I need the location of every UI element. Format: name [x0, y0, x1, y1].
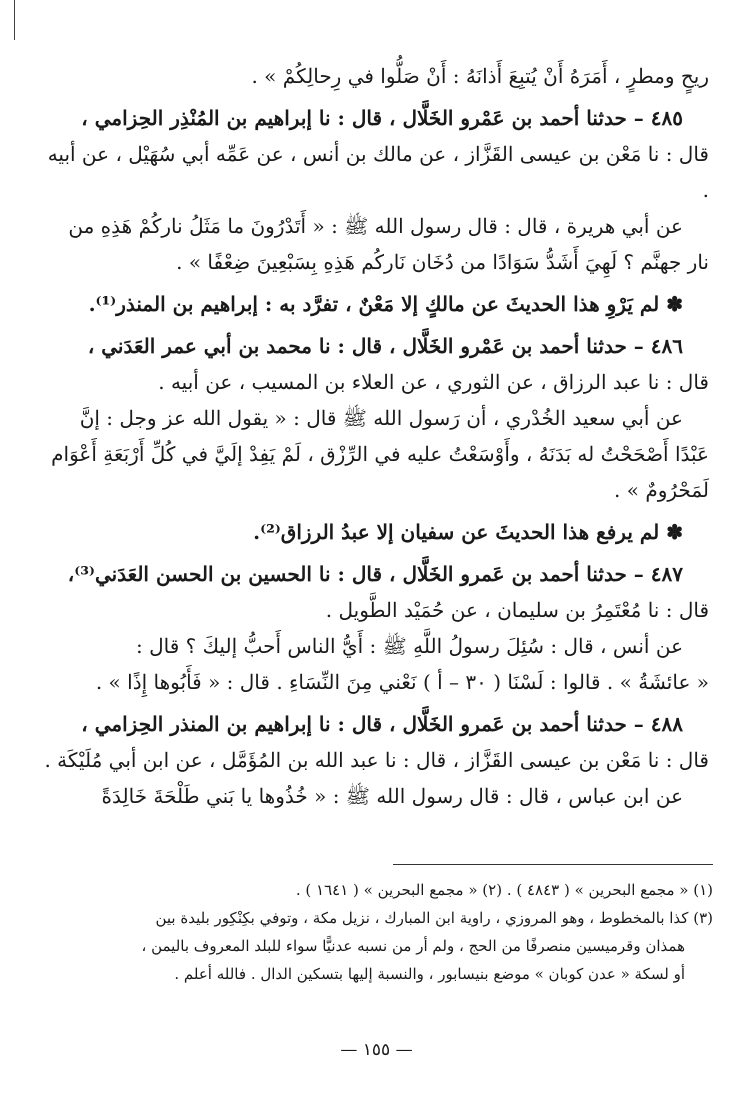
remark-line: ✽ لم يرفع هذا الحديثَ عن سفيان إلا عبدُ الرزاق⁽²⁾.: [253, 520, 683, 544]
text-line: عَبْدًا أَصْحَحْتُ له بَدَنَهُ ، وأَوْسَعْتُ عليه في الرِّزْق ، لَمْ يَفِدْ إلَيَّ في كُلِّ أَرْبَعَةِ أَعْوَام: [51, 442, 709, 466]
text-line: لَمَحْرُومٌ » .: [614, 478, 709, 502]
footnote-line: (٣) كذا بالمخطوط ، وهو المروزي ، راوية ابن المبارك ، نزيل مكة ، وتوفي بكِنْكِور بليدة بين: [155, 909, 713, 927]
footnote-line: أو لسكة « عدن كوبان » موضع بنيسابور ، والنسبة إليها بتسكين الدال . فالله أعلم .: [174, 965, 685, 983]
footnote-line: (١) « مجمع البحرين » ( ٤٨٤٣ ) . (٢) « مجمع البحرين » ( ١٦٤١ ) .: [295, 881, 713, 899]
hadith-488-heading: ٤٨٨ – حدثنا أحمد بن عَمرو الخَلَّال ، قال : نا إبراهيم بن المنذر الحِزامي ،: [81, 712, 683, 736]
margin-line: [14, 0, 15, 40]
text-line: قال : نا مَعْن بن عيسى القَزَّاز ، قال : نا عبد الله بن المُؤَمَّل ، عن ابن أبي مُلَيْكَة .: [44, 748, 709, 772]
remark-line: ✽ لم يَرْوِ هذا الحديثَ عن مالكٍ إلا مَعْنٌ ، تفرَّد به : إبراهيم بن المنذر⁽¹⁾.: [88, 292, 683, 316]
hadith-485-heading: ٤٨٥ – حدثنا أحمد بن عَمْرو الخَلَّال ، قال : نا إبراهيم بن المُنْذِر الحِزامي ،: [81, 106, 683, 130]
text-line: عن أبي هريرة ، قال : قال رسول الله ﷺ : « أَتَدْرُونَ ما مَثَلُ ناركُمْ هَذِهِ من: [68, 214, 683, 238]
text-line: عن أبي سعيد الخُدْري ، أن رَسول الله ﷺ قال : « يقول الله عز وجل : إنَّ: [79, 406, 683, 430]
footnotes: [50, 876, 713, 988]
hadith-487-heading: ٤٨٧ – حدثنا أحمد بن عَمرو الخَلَّال ، قال : نا الحسين بن الحسن العَدَني⁽³⁾،: [67, 562, 683, 586]
text-line: عن ابن عباس ، قال : قال رسول الله ﷺ : « خُذُوها يا بَني طَلْحَةَ خَالِدَةً: [101, 784, 683, 808]
text-line: عن أنس ، قال : سُئِلَ رسولُ اللَّهِ ﷺ : أَيُّ الناس أَحبُّ إليكَ ؟ قال :: [135, 634, 683, 658]
hadith-486-heading: ٤٨٦ – حدثنا أحمد بن عَمْرو الخَلَّال ، قال : نا محمد بن أبي عمر العَدَني ،: [87, 334, 683, 358]
text-line: ريحٍ ومطرٍ ، أَمَرَهُ أَنْ يُتبِعَ أَذانَهُ : أَنْ صَلُّوا في رِحالِكُمْ » .: [251, 64, 709, 88]
text-line: قال : نا مَعْن بن عيسى القَزَّاز ، عن مالك بن أنس ، عن عَمِّه أبي سُهَيْل ، عن أبيه .: [47, 142, 709, 202]
text-line: « عائشَةُ » . قالوا : لَسْنَا ( ٣٠ – أ ) نَعْني مِنَ النِّسَاءِ . قال : « فَأَبُوها إِذًا » .: [95, 670, 709, 694]
text-line: قال : نا عبد الرزاق ، عن الثوري ، عن العلاء بن المسيب ، عن أبيه .: [158, 370, 709, 394]
footnote-line: همذان وقرميسين منصرفًا من الحج ، ولم أر من نسبه عدنيًّا سواء للبلد المعروف باليمن ،: [141, 937, 685, 955]
text-line: قال : نا مُعْتَمِرُ بن سليمان ، عن حُمَيْد الطَّويل .: [325, 598, 709, 622]
page-number: — ١٥٥ —: [340, 1040, 413, 1060]
footnote-separator: [393, 864, 713, 865]
text-line: نار جهنَّم ؟ لَهِيَ أَشَدُّ سَوَادًا من دُخَان نَاركُم هَذِهِ بِسَبْعِينَ ضِعْفًا » .: [176, 250, 709, 274]
main-text: [44, 58, 709, 814]
